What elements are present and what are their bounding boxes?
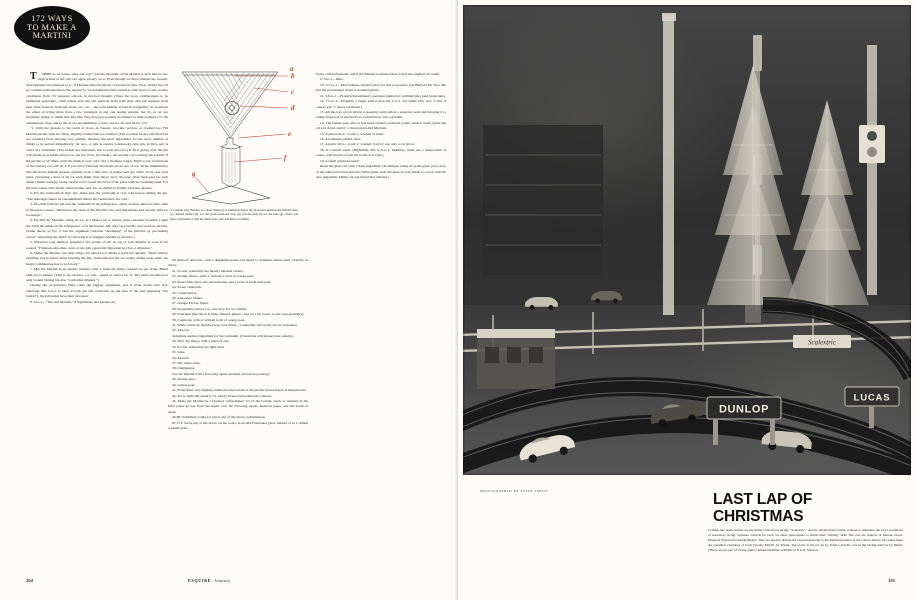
article-paragraph: Use the Martini with a flavoring agent (strained out before pouring): xyxy=(172,371,270,376)
publication-issue: January xyxy=(214,578,231,583)
article-paragraph: Rinse the glass out with a third ingredient. (Technique: using an eyedropper, put a drop of the added attraction into the chilled glass. Roll the glass in your hands to coat it with the new ingredient. Dump out any liquid that remains.) xyxy=(316,164,446,180)
article-paragraph: 32. Akvavit. xyxy=(172,328,190,333)
article-paragraph: THERE is, of course, only one way*, but the mystique of the Martini is such that no two high priests of the cult can agree exactly on it. Even though we have omitted the esoteric developments in technique (e.g.: if Martinis must be stirred clockwise in New York, should the rod go counterclockwise below the equator?), we nonetheless find ourselves with more or less worthy candidates from 172 separate schools of devoted thought. (Were the cross combinations to be numbered separately—with lemon peel and salt separate from with olive and salt separate from peel alone separate from salt alone, etc., etc.—the total number would be staggering. So would be the effect of trying more than a few variations at any one tasting session, but try, as we are staunchly trying, to admit that The One Way may just possibly be subject to improvement.) To the adventurous, then, and to the as-yet uncommitted, a toast: one for all, and all for 172: xyxy=(26,71,168,125)
martini-glass-drawing xyxy=(170,66,310,208)
lucas-sign-text: LUCAS xyxy=(853,392,891,404)
article-column-1 xyxy=(26,72,168,305)
article-paragraph: 10. 3.7-to-1—Most famous advance man for this proportion was Bernard De Voto. He had the percentages down to decimal points. xyxy=(316,82,446,93)
article-column-3 xyxy=(316,72,446,180)
publication-name: ESQUIRE xyxy=(188,578,212,583)
article-paragraph: 11. 3.8-to-1—Frank Schoonmaker's precision method of splitting hairs (and molecules). xyxy=(320,93,446,98)
article-paragraph: 23. Rose's lime juice, the unsweetened, and a twist of fresh lime peel. xyxy=(172,279,272,284)
article-paragraph: 9. 3-to-1—Ditto. xyxy=(320,77,345,82)
article-paragraph: 4. Pre-mix the Martinis, using no ice, in a Mason jar or similar glass container boasting a tight lid. Chill the drinks in the refrigerator or in the freezer. Stir only very briefly on ice before serving. (Same theory as No. 3, but the argument concerns "deadening" of the mixture by pre-mixing versus "smoothing the meld" by allowing it to snuggle together in advance.) xyxy=(26,218,168,239)
article-title-badge xyxy=(14,6,90,50)
article-title-line-3: MARTINI xyxy=(32,31,72,41)
slot-car-racing-photograph xyxy=(463,5,911,475)
article-paragraph: 8. 2-to-1—"The real Martini," if ingredients and glasses are xyxy=(30,299,116,304)
feature-caption xyxy=(708,528,903,554)
article-paragraph: 35. Sake. xyxy=(172,350,186,355)
left-page xyxy=(0,0,458,600)
dunlop-sign-text: DUNLOP xyxy=(718,403,770,416)
article-paragraph: 28. Peppermint extract (!)—one drop for two drinks. xyxy=(172,306,248,311)
glass-label-d: d xyxy=(291,104,295,112)
article-paragraph: 17. A garlic olive—d sub 1: washed; d sub 2: use only a cut slivor. xyxy=(320,142,415,147)
article-paragraph: 6. Shake the Martini, but with cubes, not shaved ice. Shake it hard but quickly. "Don't believe anything you've heard about bruising the gin. Vermouth and gin are totally unlike each other; the happy combination has to be forced." xyxy=(26,250,168,266)
feature-caption-text: Coming into home stretch are the thrills of motorcar racing. "Scalextric," electric model motor racing, reduces to miniature the exact conditions of speedway racing. Separate controls for each car allow participants to match their "driving" skill. The cars are replicas of famous racers: Maserati, Ferrari and Austin Healey. They are electric driven and respond instantly to the lightest pressure of the control button. Of course there are countless variations of track layouts; $29.95, by Triang. The racers at the pit are by Schuco and the cars in the background are by Dinky. (These are not part of racing game.) All merchandise available at F.A.O. Schwarz xyxy=(708,528,903,553)
article-paragraph: 40. Lemon peel. xyxy=(172,382,196,387)
feature-headline-line-1: LAST LAP OF xyxy=(713,491,813,508)
footer-separator: : xyxy=(211,578,213,583)
feature-headline-line-2: CHRISTMAS xyxy=(713,507,804,525)
article-paragraph: 29. Falernum (the flavor is lime, almond, ginger—but it's a bit sweet, so use very sparingly). xyxy=(172,312,305,317)
glass-label-a: a xyxy=(290,66,294,73)
article-paragraph: 44-86: Substitute vodka for gin in any of the above combinations. xyxy=(172,415,266,420)
article-paragraph: 19. A small artichoke heart! xyxy=(320,158,360,163)
glass-label-f: f xyxy=(284,154,287,162)
article-paragraph: 33. Very dry sherry, with a pinch of salt. xyxy=(172,339,230,344)
glass-label-e: e xyxy=(288,130,292,138)
article-column-2 xyxy=(168,258,308,432)
glass-label-c: c xyxy=(291,88,295,96)
article-paragraph: 16. An almond-stuffed olive. xyxy=(320,137,362,142)
article-paragraph: "1. Chill the glasses to the point of frost—in freezer, ice-cube section, or crushed ice. Fill Martini pitcher with ice cubes, slightly cracked but not crushed. (The ice must be dry and there but not crushed.) Now, moving very quickly, measure the exact ingredients for the exact number of drinks to be served immediately; far two—1 and ¾ ounces London-dry-type gin, in first, and ¾ ounce dry vermouth. (The brands are important, but to each his own.) If all is going well, the gin will smoke as it settles down over the ice. Now, stir briskly, the stirring rod touching the bottom of the pitcher at all times, until the drink is very cold. Not a moment longer. Eight to ten revolutions of the stirring rod will do it if you have followed directions about lots of ice. Strain immediately into the frosty Martini glasses. Quickly twist a thin slice of lemon peel (no white on it) over each glass, extracting a drop of oil for each drink, then throw away the peel. (Use fresh peel for each drink.) Drink lovingly, being careful not to touch the bowl of the glass with the warming hand. For the next round, start afresh: dried pitcher, new ice, re-chilled or freshly iced new glasses. xyxy=(26,126,168,190)
article-paragraph: 36. Akvavit. xyxy=(172,355,190,360)
article-title-line-2: TO MAKE A xyxy=(27,22,77,32)
glass-label-b: b xyxy=(291,72,295,80)
article-paragraph: 13. All the way up (or down) to keeping vermouth in a separate room and bringing it to within three feet of gin bottle at cocktail hour. Use a garnish. xyxy=(316,109,446,120)
article-paragraph: 27. Orange Flower Water. xyxy=(172,301,209,306)
article-paragraph: 31. White crème de menthe (very, very little)—a smoother, but watch out for sweetness. xyxy=(172,323,298,328)
feature-headline xyxy=(713,492,903,525)
article-paragraph: Substitute another ingredient for the vermouth. (Classicists will please leave quietly.) xyxy=(172,333,294,338)
article-paragraph: 24. Sweet vermouth. xyxy=(172,285,202,290)
glass-label-g: g xyxy=(192,170,196,178)
article-paragraph: 2. Put the vermouth in first; stir; make sure the vermouth is very cold before adding the gin. "The marriage cannot be consummated unless the vermouth is ice cold." xyxy=(26,191,168,201)
article-paragraph: 41. Fresh mint, very slightly crushed in the bottom of the pitcher before liquor is measured in. xyxy=(172,388,307,393)
photo-credit: PHOTOGRAPHED BY PETER SMITH xyxy=(480,489,548,493)
article-paragraph: 15. A pitted olive—b sub 1: washed of brine. xyxy=(320,131,385,136)
right-page xyxy=(458,0,917,600)
photograph-content xyxy=(463,5,911,475)
article-paragraph: 5. Whatever your method, sprinkle a few grains of salt on top of each Martini as soon as it's poured. "Fabulous smoother, even of raw gin; especially important in 10-to-1 mixtures." xyxy=(26,240,168,250)
article-paragraph: Change the proportions. Here come the biggest arguments, and if wiser heads only nod, believing that 5-to-1 is ideal if both gin and vermouth are the best of the best (meaning "my brands"), the following have their devotees: xyxy=(26,283,168,299)
article-paragraph: 26. Angostura bitters. xyxy=(172,295,203,300)
article-paragraph: 12. 7½-to-1—Probably a larger school than the 5-to-1 can claim. (For two: 3 and ¾ ounces gin, ½ ounce vermouth.) xyxy=(316,99,446,109)
folio-left: 104 xyxy=(26,578,33,583)
article-paragraph: 87-172: Serve any of the above on the rocks, in an Old-Fashioned glass, instead of in a chilled cocktail glass xyxy=(168,420,308,431)
article-paragraph: 14. The lemon peel, after it has been twisted overhead (some outdoor chefs ignite the oil as it drops and lo! a charcoal-broiled Martini). xyxy=(316,120,446,131)
publication-footer xyxy=(188,578,231,583)
martini-glass-illustration xyxy=(170,66,310,208)
article-paragraph: 3. Pre-chill both the gin and the vermouth in the refrigerator, about an hour ahead of time, then in between courses. "Dilution is the curse of the Martini. Use cold ingredients and one stir with ice is enough." xyxy=(26,202,168,217)
article-paragraph: 43. Make the Martini in a Clorinex coffeemaker: ice in the bottom, peels or whatnot in the filter paper up top. Pour the liquor over the flavoring agents. Remove paper, stir and strain as usual. xyxy=(168,398,308,414)
article-title-line-1: 172 WAYS xyxy=(31,13,73,23)
article-paragraph: 21. Scotch, preferably the heavily smoked variety. xyxy=(172,268,244,273)
article-paragraph: frosty cold beforehand, and if the Martini is drunk before it gets the slightest bit warm. xyxy=(316,72,440,76)
article-paragraph: 42. Six to eight dill seeds (!!!!), barely broken beforehand in a mortar. xyxy=(172,393,272,398)
article-paragraph: 38. Champagne. xyxy=(172,366,196,371)
folio-right: 105 xyxy=(888,578,895,583)
article-paragraph: 30. Cointreau, with or without twist of orange peel. xyxy=(172,317,246,322)
article-paragraph: 22. Orange bitters, with or without a twist of orange peel. xyxy=(172,274,255,279)
article-paragraph: 34. Scotch, preferably the light kind. xyxy=(172,344,225,349)
article-paragraph: 39. Orange peel. xyxy=(172,377,196,382)
scalextric-sign-text: Scalextric xyxy=(808,338,836,347)
article-paragraph: 25. Cream sherry. xyxy=(172,290,198,295)
article-paragraph: 37. Dry white wine. xyxy=(172,361,201,366)
article-paragraph: 7. Mix the Martini in an electric blender, with 1 teaspoon finely cracked ice per drink. Blend until ice is melted. (This is an advance—or rear—guard of school No. 6. The patter includes not only violent mixing but also "controlled dilution.") xyxy=(26,267,168,283)
article-paragraph: 20. Pernod: delicious, with a delightful aroma, but likely to dominate unless used carefully as above. xyxy=(168,258,308,268)
article-paragraph: 18. A cocktail onion. (Rightfully, this is 8-to-1. Manfully, some use a teaspoonful of onion, with the juice from the bottle as it falls.) xyxy=(316,147,446,158)
glass-illustration-caption: A cocktail, says Webster, is a short drink (a) of spirituous liquor (b); he doesn't mention the Martini olive (c), almond stuffed (d), nor the good-to-the-last drop (e); nor the stem (f) nor the base (g), where you place your hands so that the drink stays cold, and thus is warming. xyxy=(170,208,298,221)
